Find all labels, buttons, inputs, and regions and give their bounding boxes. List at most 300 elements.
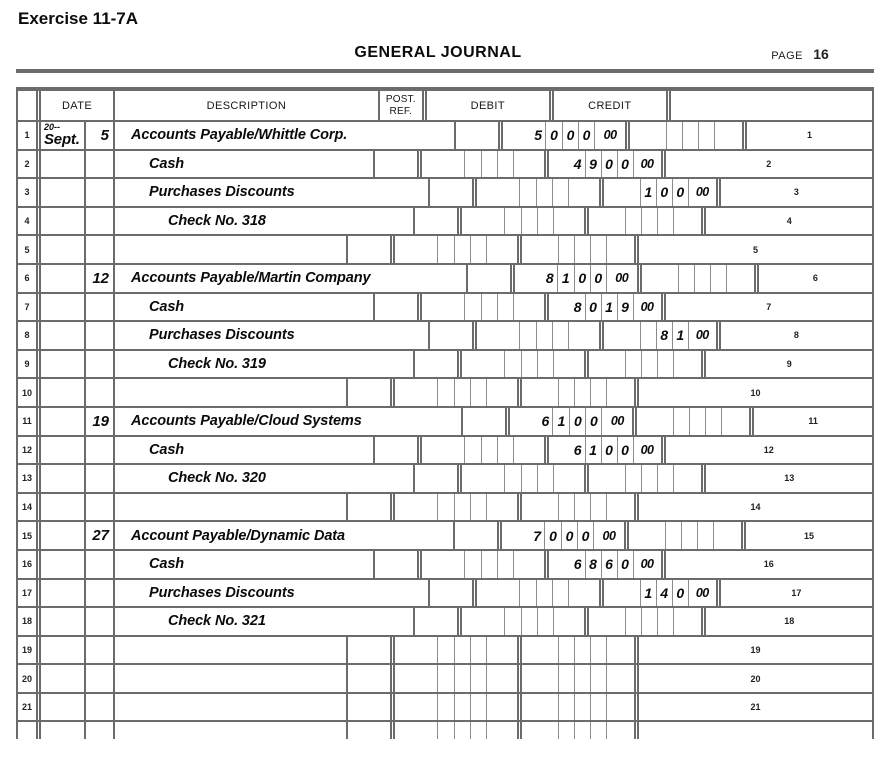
credit-digit-cell bbox=[697, 522, 713, 549]
debit-digit-cell bbox=[422, 551, 464, 578]
credit-digit-cell: 00 bbox=[688, 179, 716, 206]
date-day-cell bbox=[84, 465, 113, 492]
credit-amount-cell bbox=[629, 522, 741, 549]
description-cell: Accounts Payable/Whittle Corp. bbox=[113, 122, 454, 149]
debit-digit-cell bbox=[486, 494, 517, 521]
date-month-cell bbox=[41, 694, 84, 721]
row-number-right bbox=[639, 722, 872, 739]
debit-digit-cell bbox=[486, 722, 517, 739]
journal-row bbox=[18, 465, 872, 494]
credit-digit-cell: 8 bbox=[656, 322, 672, 349]
credit-digit-cell bbox=[714, 122, 742, 149]
post-ref-cell bbox=[428, 179, 472, 206]
journal-title: GENERAL JOURNAL bbox=[354, 44, 522, 61]
credit-digit-cell: 1 bbox=[585, 437, 601, 464]
credit-digit-cell bbox=[673, 351, 701, 378]
date-month-cell bbox=[41, 208, 84, 235]
debit-digit-cell bbox=[552, 322, 568, 349]
debit-digit-cell bbox=[552, 179, 568, 206]
credit-digit-cell bbox=[681, 522, 697, 549]
debit-digit-cell: 00 bbox=[594, 122, 625, 149]
date-day-cell bbox=[84, 580, 113, 607]
debit-digit-cell bbox=[486, 665, 517, 692]
post-ref-header-line2: REF. bbox=[389, 105, 413, 117]
credit-digit-cell bbox=[642, 265, 678, 292]
debit-digit-cell bbox=[481, 551, 497, 578]
debit-amount-cell bbox=[462, 351, 584, 378]
debit-digit-cell bbox=[437, 722, 454, 739]
credit-digit-cell bbox=[604, 179, 640, 206]
journal-row bbox=[18, 580, 872, 609]
journal-row bbox=[18, 122, 872, 151]
row-number-right: 2 bbox=[766, 158, 772, 169]
debit-digit-cell bbox=[437, 494, 454, 521]
debit-digit-cell bbox=[553, 465, 584, 492]
debit-digit-cell bbox=[395, 722, 437, 739]
credit-digit-cell bbox=[589, 465, 625, 492]
debit-digit-cell: 7 bbox=[533, 527, 541, 544]
debit-digit-cell bbox=[513, 437, 544, 464]
debit-digit-cell bbox=[464, 437, 481, 464]
credit-amount-cell bbox=[549, 551, 661, 578]
description-cell: Cash bbox=[113, 151, 373, 178]
journal-row bbox=[18, 236, 872, 265]
debit-digit-cell bbox=[422, 437, 464, 464]
journal-row bbox=[18, 694, 872, 723]
post-ref-cell bbox=[346, 694, 390, 721]
row-number-left: 2 bbox=[24, 158, 30, 169]
debit-digit-cell: 0 bbox=[544, 522, 561, 549]
row-number-left: 16 bbox=[21, 559, 32, 570]
credit-amount-cell bbox=[589, 465, 701, 492]
credit-digit-cell: 0 bbox=[601, 151, 617, 178]
credit-digit-cell bbox=[606, 236, 634, 263]
credit-digit-cell: 4 bbox=[656, 580, 672, 607]
credit-amount-cell bbox=[589, 608, 701, 635]
debit-digit-cell bbox=[513, 551, 544, 578]
post-ref-cell bbox=[428, 322, 472, 349]
date-column-header: DATE bbox=[61, 99, 93, 112]
credit-digit-cell bbox=[721, 408, 749, 435]
credit-digit-cell bbox=[590, 494, 606, 521]
credit-digit-cell bbox=[641, 608, 657, 635]
row-number-right: 4 bbox=[786, 216, 792, 227]
credit-amount-cell bbox=[522, 379, 634, 406]
debit-digit-cell bbox=[504, 465, 521, 492]
debit-digit-cell bbox=[470, 379, 486, 406]
description-cell: Purchases Discounts bbox=[113, 322, 428, 349]
credit-digit-cell bbox=[574, 637, 590, 664]
credit-digit-cell bbox=[522, 665, 558, 692]
description-cell: Cash bbox=[113, 551, 373, 578]
credit-digit-cell bbox=[705, 408, 721, 435]
credit-digit-cell: 1 bbox=[601, 294, 617, 321]
credit-digit-cell: 6 bbox=[573, 441, 582, 458]
debit-digit-cell: 1 bbox=[557, 265, 574, 292]
post-ref-cell bbox=[413, 351, 457, 378]
description-cell: Check No. 318 bbox=[113, 208, 413, 235]
credit-digit-cell: 0 bbox=[656, 179, 672, 206]
credit-digit-cell: 0 bbox=[601, 437, 617, 464]
credit-amount-cell bbox=[522, 665, 634, 692]
debit-amount-cell bbox=[510, 408, 632, 435]
credit-digit-cell: 0 bbox=[617, 151, 633, 178]
row-number-right: 11 bbox=[808, 416, 818, 427]
credit-digit-cell bbox=[640, 322, 656, 349]
debit-digit-cell: 6 bbox=[541, 413, 550, 430]
credit-amount-cell bbox=[637, 408, 749, 435]
debit-digit-cell bbox=[464, 151, 481, 178]
row-number-left: 8 bbox=[24, 330, 30, 341]
date-month-cell bbox=[41, 265, 84, 292]
journal-row bbox=[18, 379, 872, 408]
row-number-left: 18 bbox=[21, 616, 32, 627]
date-day-cell bbox=[84, 351, 113, 378]
date-day-cell bbox=[84, 294, 113, 321]
credit-digit-cell: 4 bbox=[573, 155, 582, 172]
debit-amount-cell bbox=[422, 294, 544, 321]
date-month-cell bbox=[41, 322, 84, 349]
row-number-right: 7 bbox=[766, 301, 772, 312]
credit-digit-cell bbox=[641, 351, 657, 378]
credit-digit-cell bbox=[590, 637, 606, 664]
credit-digit-cell bbox=[606, 722, 634, 739]
date-month-cell bbox=[41, 608, 84, 635]
debit-digit-cell bbox=[477, 580, 519, 607]
credit-amount-cell bbox=[589, 208, 701, 235]
debit-digit-cell: 0 bbox=[569, 408, 585, 435]
debit-digit-cell bbox=[481, 437, 497, 464]
debit-amount-cell bbox=[395, 694, 517, 721]
credit-digit-cell bbox=[698, 122, 714, 149]
credit-digit-cell bbox=[657, 351, 673, 378]
row-number-right: 17 bbox=[791, 587, 802, 598]
debit-digit-cell bbox=[462, 465, 504, 492]
debit-amount-cell bbox=[503, 122, 625, 149]
debit-digit-cell bbox=[568, 179, 599, 206]
credit-digit-cell bbox=[558, 722, 574, 739]
debit-digit-cell bbox=[454, 236, 470, 263]
journal-row bbox=[18, 208, 872, 237]
journal-row bbox=[18, 265, 872, 294]
row-number-right: 9 bbox=[786, 359, 792, 370]
post-ref-cell bbox=[346, 494, 390, 521]
row-number-right: 3 bbox=[793, 187, 799, 198]
debit-digit-cell bbox=[470, 236, 486, 263]
page-number: 16 bbox=[813, 46, 829, 62]
credit-digit-cell bbox=[522, 236, 558, 263]
debit-digit-cell bbox=[395, 694, 437, 721]
debit-amount-cell bbox=[395, 379, 517, 406]
date-day-cell bbox=[84, 494, 113, 521]
credit-digit-cell: 9 bbox=[585, 151, 601, 178]
row-number-left: 1 bbox=[24, 130, 30, 141]
row-number-right: 10 bbox=[750, 387, 761, 398]
debit-digit-cell bbox=[513, 294, 544, 321]
credit-digit-cell bbox=[657, 608, 673, 635]
debit-digit-cell bbox=[454, 665, 470, 692]
journal-partial-row bbox=[18, 722, 872, 739]
post-ref-cell bbox=[373, 151, 417, 178]
journal-rows bbox=[18, 122, 872, 739]
credit-digit-cell bbox=[574, 665, 590, 692]
credit-digit-cell: 0 bbox=[672, 580, 688, 607]
debit-digit-cell bbox=[437, 665, 454, 692]
debit-amount-cell bbox=[395, 236, 517, 263]
credit-digit-cell: 00 bbox=[633, 551, 661, 578]
debit-digit-cell bbox=[521, 465, 537, 492]
journal-row bbox=[18, 494, 872, 523]
post-ref-cell bbox=[346, 379, 390, 406]
credit-digit-cell: 00 bbox=[688, 580, 716, 607]
credit-digit-cell bbox=[558, 637, 574, 664]
credit-digit-cell bbox=[574, 722, 590, 739]
description-cell: Purchases Discounts bbox=[113, 580, 428, 607]
debit-digit-cell bbox=[470, 494, 486, 521]
date-day-cell bbox=[84, 722, 113, 739]
debit-amount-cell bbox=[395, 722, 517, 739]
credit-digit-cell: 6 bbox=[601, 551, 617, 578]
debit-digit-cell bbox=[395, 494, 437, 521]
date-month-cell bbox=[41, 722, 84, 739]
date-month-cell bbox=[41, 379, 84, 406]
date-month-cell bbox=[41, 522, 84, 549]
date-day-cell: 27 bbox=[84, 522, 113, 549]
row-number-left: 17 bbox=[21, 587, 32, 598]
credit-digit-cell bbox=[590, 665, 606, 692]
credit-amount-cell bbox=[522, 694, 634, 721]
credit-digit-cell bbox=[589, 208, 625, 235]
credit-amount-cell bbox=[522, 236, 634, 263]
row-number-right: 13 bbox=[784, 473, 795, 484]
date-month-cell bbox=[41, 637, 84, 664]
credit-digit-cell bbox=[558, 665, 574, 692]
debit-digit-cell bbox=[477, 322, 519, 349]
date-day-cell bbox=[84, 551, 113, 578]
credit-amount-cell bbox=[549, 294, 661, 321]
debit-digit-cell bbox=[553, 608, 584, 635]
credit-digit-cell bbox=[522, 494, 558, 521]
debit-digit-cell bbox=[454, 637, 470, 664]
debit-digit-cell bbox=[486, 637, 517, 664]
debit-digit-cell bbox=[462, 208, 504, 235]
debit-digit-cell bbox=[521, 351, 537, 378]
title-double-rule bbox=[16, 69, 874, 73]
credit-digit-cell: 1 bbox=[640, 179, 656, 206]
post-ref-cell bbox=[373, 437, 417, 464]
debit-amount-cell bbox=[477, 580, 599, 607]
debit-digit-cell: 0 bbox=[562, 122, 578, 149]
description-cell: Check No. 319 bbox=[113, 351, 413, 378]
journal-header-row bbox=[18, 91, 872, 122]
debit-column-header: DEBIT bbox=[470, 99, 505, 112]
credit-digit-cell: 8 bbox=[585, 551, 601, 578]
row-number-header-right bbox=[671, 91, 872, 120]
row-number-left: 5 bbox=[24, 244, 30, 255]
date-day-cell bbox=[84, 236, 113, 263]
credit-digit-cell: 1 bbox=[672, 322, 688, 349]
debit-digit-cell bbox=[537, 465, 553, 492]
credit-digit-cell bbox=[522, 637, 558, 664]
post-ref-cell bbox=[373, 294, 417, 321]
debit-digit-cell: 0 bbox=[578, 122, 594, 149]
date-month-cell bbox=[41, 465, 84, 492]
debit-amount-cell bbox=[462, 465, 584, 492]
credit-digit-cell bbox=[574, 694, 590, 721]
credit-digit-cell bbox=[665, 522, 681, 549]
credit-digit-cell bbox=[590, 722, 606, 739]
debit-digit-cell bbox=[537, 351, 553, 378]
row-number-right: 1 bbox=[807, 130, 813, 141]
debit-digit-cell bbox=[437, 379, 454, 406]
credit-digit-cell: 00 bbox=[633, 151, 661, 178]
credit-digit-cell bbox=[606, 379, 634, 406]
debit-amount-cell bbox=[502, 522, 624, 549]
description-cell bbox=[113, 637, 346, 664]
credit-digit-cell: 0 bbox=[585, 294, 601, 321]
credit-digit-cell bbox=[589, 608, 625, 635]
credit-digit-cell bbox=[637, 408, 673, 435]
credit-digit-cell bbox=[606, 694, 634, 721]
debit-digit-cell bbox=[464, 294, 481, 321]
date-day-cell bbox=[84, 665, 113, 692]
credit-digit-cell bbox=[666, 122, 682, 149]
date-day-cell bbox=[84, 208, 113, 235]
debit-digit-cell: 8 bbox=[545, 270, 554, 287]
debit-digit-cell bbox=[454, 494, 470, 521]
description-cell: Purchases Discounts bbox=[113, 179, 428, 206]
credit-digit-cell bbox=[604, 322, 640, 349]
date-month-cell bbox=[41, 179, 84, 206]
row-number-left: 7 bbox=[24, 301, 30, 312]
debit-digit-cell bbox=[422, 151, 464, 178]
debit-amount-cell bbox=[395, 665, 517, 692]
post-ref-cell bbox=[461, 408, 505, 435]
debit-amount-cell bbox=[462, 208, 584, 235]
credit-digit-cell bbox=[689, 408, 705, 435]
debit-digit-cell bbox=[519, 580, 536, 607]
row-number-right: 14 bbox=[750, 502, 761, 513]
date-day-cell: 19 bbox=[84, 408, 113, 435]
debit-digit-cell bbox=[454, 379, 470, 406]
date-day-cell: 5 bbox=[84, 122, 113, 149]
post-ref-cell bbox=[453, 522, 497, 549]
date-month-cell bbox=[41, 665, 84, 692]
credit-digit-cell bbox=[713, 522, 741, 549]
journal-table bbox=[16, 87, 874, 739]
row-number-right: 18 bbox=[784, 616, 795, 627]
credit-digit-cell bbox=[590, 236, 606, 263]
credit-digit-cell bbox=[673, 208, 701, 235]
debit-digit-cell bbox=[552, 580, 568, 607]
row-number-left: 4 bbox=[24, 216, 30, 227]
date-day-cell bbox=[84, 379, 113, 406]
journal-row bbox=[18, 322, 872, 351]
credit-amount-cell bbox=[604, 322, 716, 349]
credit-column-header: CREDIT bbox=[588, 99, 632, 112]
debit-digit-cell bbox=[536, 322, 552, 349]
journal-row bbox=[18, 294, 872, 323]
credit-digit-cell bbox=[673, 465, 701, 492]
row-number-left: 21 bbox=[21, 702, 32, 713]
debit-amount-cell bbox=[477, 322, 599, 349]
debit-amount-cell bbox=[395, 637, 517, 664]
credit-digit-cell bbox=[574, 236, 590, 263]
debit-amount-cell bbox=[422, 151, 544, 178]
date-day-cell bbox=[84, 322, 113, 349]
debit-digit-cell bbox=[470, 637, 486, 664]
date-month-cell bbox=[41, 494, 84, 521]
row-number-right: 20 bbox=[750, 673, 761, 684]
credit-amount-cell bbox=[522, 637, 634, 664]
post-ref-cell bbox=[373, 551, 417, 578]
debit-digit-cell bbox=[568, 322, 599, 349]
description-cell bbox=[113, 494, 346, 521]
exercise-title: Exercise 11-7A bbox=[18, 9, 139, 28]
debit-digit-cell: 0 bbox=[574, 265, 590, 292]
credit-amount-cell bbox=[604, 179, 716, 206]
description-cell bbox=[113, 694, 346, 721]
date-month-cell bbox=[41, 236, 84, 263]
credit-digit-cell bbox=[522, 694, 558, 721]
credit-digit-cell bbox=[673, 408, 689, 435]
debit-digit-cell bbox=[486, 379, 517, 406]
credit-digit-cell bbox=[590, 694, 606, 721]
credit-digit-cell: 00 bbox=[633, 437, 661, 464]
date-month-label: Sept. bbox=[44, 131, 80, 148]
debit-amount-cell bbox=[422, 551, 544, 578]
date-month-cell bbox=[41, 294, 84, 321]
credit-digit-cell: 8 bbox=[573, 298, 582, 315]
debit-digit-cell bbox=[486, 694, 517, 721]
row-number-left: 20 bbox=[21, 673, 32, 684]
credit-digit-cell bbox=[558, 694, 574, 721]
row-number-left: 9 bbox=[24, 359, 30, 370]
debit-digit-cell bbox=[521, 208, 537, 235]
credit-amount-cell bbox=[630, 122, 742, 149]
journal-row bbox=[18, 637, 872, 666]
post-ref-cell bbox=[346, 722, 390, 739]
credit-digit-cell: 00 bbox=[633, 294, 661, 321]
credit-digit-cell bbox=[710, 265, 726, 292]
credit-digit-cell bbox=[574, 379, 590, 406]
credit-amount-cell bbox=[604, 580, 716, 607]
credit-digit-cell bbox=[558, 494, 574, 521]
journal-row bbox=[18, 665, 872, 694]
credit-digit-cell bbox=[589, 351, 625, 378]
row-number-left: 10 bbox=[21, 387, 32, 398]
credit-amount-cell bbox=[589, 351, 701, 378]
debit-digit-cell bbox=[395, 236, 437, 263]
post-ref-cell bbox=[413, 608, 457, 635]
credit-digit-cell: 6 bbox=[573, 556, 582, 573]
description-cell: Cash bbox=[113, 437, 373, 464]
post-ref-cell bbox=[413, 208, 457, 235]
debit-digit-cell: 0 bbox=[561, 522, 577, 549]
description-cell: Check No. 320 bbox=[113, 465, 413, 492]
date-month-cell bbox=[41, 580, 84, 607]
credit-digit-cell bbox=[694, 265, 710, 292]
debit-digit-cell bbox=[536, 580, 552, 607]
row-number-header-left bbox=[18, 91, 36, 120]
description-column-header: DESCRIPTION bbox=[113, 91, 378, 120]
date-month-cell bbox=[41, 437, 84, 464]
row-number-left: 12 bbox=[21, 444, 32, 455]
journal-row bbox=[18, 351, 872, 380]
credit-digit-cell bbox=[630, 122, 666, 149]
debit-digit-cell bbox=[470, 722, 486, 739]
journal-row bbox=[18, 408, 872, 437]
